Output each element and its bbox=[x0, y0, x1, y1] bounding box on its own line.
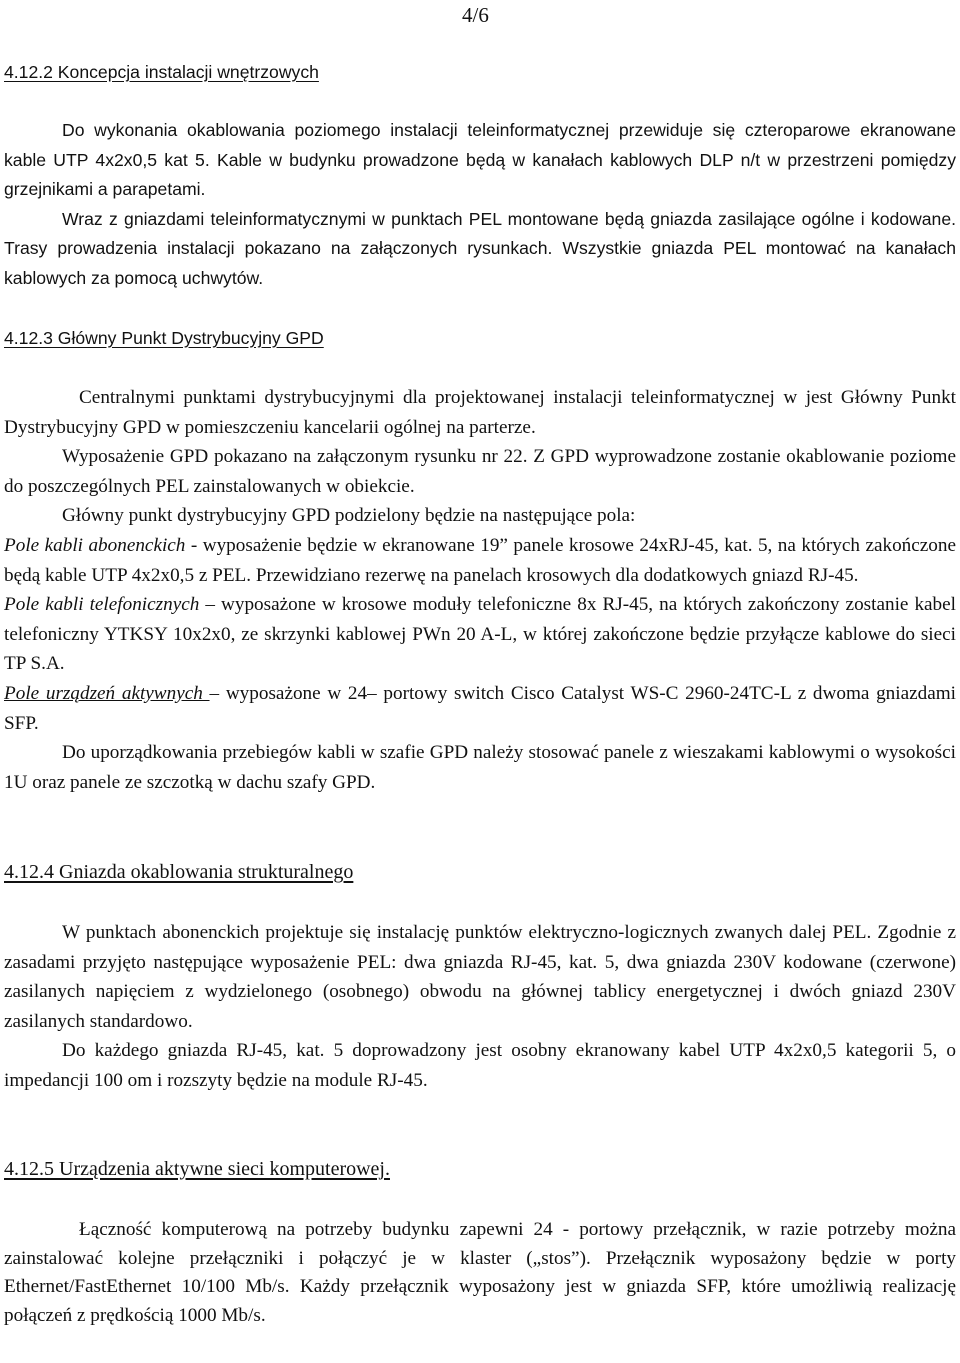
section-heading-4-12-2: 4.12.2 Koncepcja instalacji wnętrzowych bbox=[4, 62, 319, 82]
section-4-12-5-body bbox=[4, 1216, 956, 1331]
section-heading-4-12-5: 4.12.5 Urządzenia aktywne sieci komputerowej. bbox=[4, 1158, 390, 1180]
paragraph: Wraz z gniazdami teleinformatycznymi w punktach PEL montowane będą gniazda zasilające ogólne i kodowane. Trasy prowadzenia instalacji pokazano na załączonych rysunkach. Wszystkie gniazda PEL montować na kanałach kablowych za pomocą uchwytów. bbox=[4, 208, 956, 288]
section-heading-4-12-3: 4.12.3 Główny Punkt Dystrybucyjny GPD bbox=[4, 328, 324, 348]
paragraph: Wyposażenie GPD pokazano na załączonym rysunku nr 22. Z GPD wyprowadzone zostanie okablowanie poziome do poszczególnych PEL zainstalowanych w obiekcie. bbox=[4, 446, 956, 497]
paragraph: Do uporządkowania przebiegów kabli w szafie GPD należy stosować panele z wieszakami kablowymi o wysokości 1U oraz panele ze szczotką w dachu szafy GPD. bbox=[4, 742, 956, 793]
section-4-12-2-body bbox=[4, 116, 956, 294]
paragraph: Centralnymi punktami dystrybucyjnymi dla projektowanej instalacji teleinformatycznej w jest Główny Punkt Dystrybucyjny GPD w pomieszczeniu kancelarii ogólnej na parterze. bbox=[4, 387, 956, 438]
paragraph: Do każdego gniazda RJ-45, kat. 5 doprowadzony jest osobny ekranowany kabel UTP 4x2x0,5 kategorii 5, o impedancji 100 om i rozszyty będzie na module RJ-45. bbox=[4, 1040, 956, 1091]
section-4-12-3-body bbox=[4, 383, 956, 797]
paragraph: Łączność komputerową na potrzeby budynku zapewni 24 - portowy przełącznik, w razie potrzeby można zainstalować kolejne przełączniki i połączyć je w klaster („stos”). Przełącznik wyposażony będzie w porty Ethernet/FastEthernet 10/100 Mb/s. Każdy przełącznik wyposażony jest w gniazda SFP, które umożliwią realizację połączeń z prędkością 1000 Mb/s. bbox=[4, 1219, 956, 1327]
field-title: Pole kabli telefonicznych bbox=[4, 594, 200, 616]
paragraph: Główny punkt dystrybucyjny GPD podzielony będzie na następujące pola: bbox=[62, 505, 636, 527]
field-title: Pole urządzeń aktywnych bbox=[4, 682, 210, 704]
field-item bbox=[4, 531, 956, 590]
page-number: 4/6 bbox=[462, 3, 489, 27]
field-text: - wyposażenie będzie w ekranowane 19” panele krosowe 24xRJ-45, kat. 5, na których zakończone będą kable UTP 4x2x0,5 z PEL. Przewidziano rezerwę na panelach krosowych dla dodatkowych gniazd RJ-45. bbox=[4, 534, 956, 586]
paragraph: Do wykonania okablowania poziomego instalacji teleinformatycznej przewiduje się czteroparowe ekranowane kable UTP 4x2x0,5 kat 5. Kable w budynku prowadzone będą w kanałach kablowych DLP n/t w przestrzeni pomiędzy grzejnikami a parapetami. bbox=[4, 120, 956, 200]
field-text: – wyposażone w 24– portowy switch Cisco Catalyst WS-C 2960-24TC-L z dwoma gniazdami SFP. bbox=[4, 682, 956, 734]
section-heading-4-12-4: 4.12.4 Gniazda okablowania strukturalnego bbox=[4, 861, 354, 883]
field-title: Pole kabli abonenckich bbox=[4, 534, 186, 556]
section-4-12-4-body bbox=[4, 918, 956, 1096]
field-item bbox=[4, 679, 956, 738]
paragraph: W punktach abonenckich projektuje się instalację punktów elektryczno-logicznych zwanych dalej PEL. Zgodnie z zasadami przyjęto następujące wyposażenie PEL: dwa gniazda RJ-45, kat. 5, dwa gniazda 230V kodowane (czerwone) zasilanych napięciem z wydzielonego (osobnego) obwodu na głównej tablicy energetycznej i dwóch gniazd 230V zasilanych standardowo. bbox=[4, 922, 956, 1032]
field-text: – wyposażone w krosowe moduły telefoniczne 8x RJ-45, na których zakończony zostanie kabel telefoniczny YTKSY 10x2x0, ze skrzynki kablowej PWn 20 A-L, w której zakończone będzie przyłącze kablowe do sieci TP S.A. bbox=[4, 594, 956, 675]
field-item bbox=[4, 590, 956, 679]
